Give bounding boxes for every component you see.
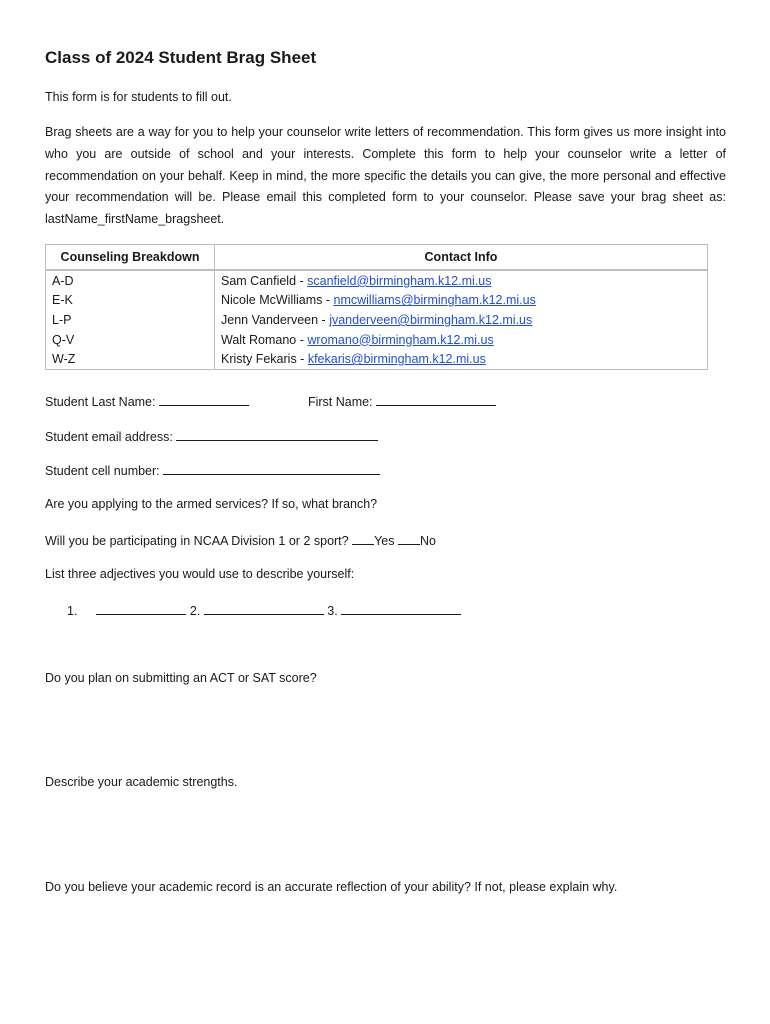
counselor-name: Jenn Vanderveen -: [221, 312, 330, 327]
email-label: Student email address:: [45, 430, 173, 444]
contact-cell: [215, 349, 708, 369]
contact-cell: [215, 270, 708, 291]
adjective-1-number: 1.: [67, 604, 78, 618]
range-cell: Q-V: [46, 330, 215, 350]
first-name-blank[interactable]: [376, 393, 496, 406]
counselor-email-link[interactable]: nmcwilliams@birmingham.k12.mi.us: [333, 293, 536, 308]
academic-record-question: Do you believe your academic record is an accurate reflection of your ability? If not, please explain why.: [45, 880, 618, 894]
ncaa-no-label: No: [419, 534, 436, 548]
adjective-3-blank[interactable]: [341, 602, 461, 615]
email-field-row: [45, 428, 378, 444]
instructions-paragraph: Brag sheets are a way for you to help your counselor write letters of recommendation. This form gives us more insight into who you are outside of school and your interests. Complete this form to help your counselor write a letter of recommendation on your behalf. Keep in mind, the more specific the details you can give, the more personal and effective your recommendation will be. Please email this completed form to your counselor. Please save your brag sheet as: lastName_firstName_bragsheet.: [45, 125, 726, 227]
range-cell: A-D: [46, 270, 215, 291]
adjectives-question: List three adjectives you would use to describe yourself:: [45, 567, 355, 581]
last-name-label: Student Last Name:: [45, 395, 156, 409]
adjective-3-number: 3.: [327, 604, 338, 618]
name-fields-row: [45, 393, 496, 409]
last-name-blank[interactable]: [159, 393, 249, 406]
range-cell: E-K: [46, 291, 215, 311]
cell-blank[interactable]: [163, 462, 380, 475]
first-name-label: First Name:: [307, 395, 373, 409]
counselor-name: Sam Canfield -: [221, 273, 308, 288]
contact-cell: [215, 330, 708, 350]
armed-services-question: Are you applying to the armed services? If so, what branch?: [45, 497, 378, 511]
counselor-email-link[interactable]: kfekaris@birmingham.k12.mi.us: [307, 352, 486, 367]
column-header-contact: Contact Info: [215, 245, 708, 271]
ncaa-no-blank[interactable]: [398, 532, 420, 545]
counselor-email-link[interactable]: jvanderveen@birmingham.k12.mi.us: [329, 312, 533, 327]
act-sat-question: Do you plan on submitting an ACT or SAT score?: [45, 671, 317, 685]
counselor-name: Nicole McWilliams -: [221, 293, 334, 308]
table-row: [46, 310, 708, 330]
counselor-email-link[interactable]: wromano@birmingham.k12.mi.us: [307, 332, 494, 347]
counselor-name: Kristy Fekaris -: [221, 352, 308, 367]
ncaa-yes-label: Yes: [374, 534, 395, 548]
intro-text: This form is for students to fill out.: [45, 90, 232, 104]
table-row: [46, 291, 708, 311]
table-header-row: [46, 245, 708, 271]
academic-strengths-question: Describe your academic strengths.: [45, 775, 238, 789]
page-title: Class of 2024 Student Brag Sheet: [45, 48, 317, 67]
adjective-2-blank[interactable]: [204, 602, 324, 615]
ncaa-yes-blank[interactable]: [352, 532, 374, 545]
table-row: [46, 270, 708, 291]
counseling-breakdown-table: [45, 244, 708, 370]
range-cell: L-P: [46, 310, 215, 330]
column-header-breakdown: Counseling Breakdown: [46, 245, 215, 271]
email-blank[interactable]: [176, 428, 378, 441]
adjective-2-number: 2.: [189, 604, 201, 618]
counselor-name: Walt Romano -: [221, 332, 308, 347]
cell-label: Student cell number:: [45, 464, 160, 478]
table-row: [46, 349, 708, 369]
table-row: [46, 330, 708, 350]
ncaa-question-row: [45, 532, 436, 548]
contact-cell: [215, 310, 708, 330]
contact-cell: [215, 291, 708, 311]
adjective-1-blank[interactable]: [96, 602, 186, 615]
cell-field-row: [45, 462, 380, 478]
adjectives-row: [67, 602, 461, 618]
range-cell: W-Z: [46, 349, 215, 369]
ncaa-question: Will you be participating in NCAA Division 1 or 2 sport?: [45, 534, 349, 548]
counselor-email-link[interactable]: scanfield@birmingham.k12.mi.us: [307, 273, 492, 288]
